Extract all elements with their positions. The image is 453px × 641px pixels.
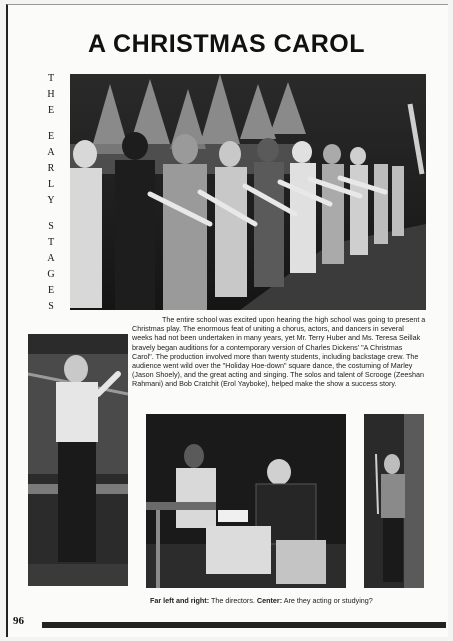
photo-chorus-line [70,74,426,310]
photo-caption [150,596,420,605]
photo-center-study [146,414,346,588]
vertical-letter: E [47,105,55,116]
vertical-letter: A [47,253,55,264]
page-number: 96 [10,615,27,627]
caption-lead-text: The directors. [209,596,257,605]
vertical-letter: S [48,301,54,312]
vertical-letter: L [47,179,55,190]
vertical-letter: T [47,73,55,84]
article-body: The entire school was excited upon hearing the high school was going to present a Christmas play. The enormous feat of uniting a chorus, actors, and dancers in several weeks had not been undertaken in many years, yet Mr. Terry Huber and Ms. Teresa Seillak bravely began auditions for a contemporary version of Charles Dickens' "A Christmas Carol". The production involved more than twenty students, including backstage crew. The audience went wild over the "Holiday Hoe-down" square dance, the costuming of Marley (Jason Shoely), and the great acting and singing. The solos and talent of Scrooge (Zeeshan Rahmani) and Bob Cratchit (Erol Yayboke), helped make the show a success story. [132,315,426,389]
caption-lead: Far left and right: [150,596,210,605]
photo-director-left [28,334,128,586]
page-title: A CHRISTMAS CAROL [87,30,365,58]
vertical-letter: S [48,221,54,232]
vertical-letter: E [47,285,55,296]
vertical-letter: H [47,89,55,100]
caption-center-text: Are they acting or studying? [282,596,373,605]
vertical-letter: R [47,163,55,174]
vertical-letter: T [47,237,55,248]
vertical-heading [40,74,62,318]
vertical-letter: G [47,269,55,280]
vertical-letter: A [47,147,55,158]
bottom-rule [42,622,446,628]
vertical-letter: Y [47,195,55,206]
vertical-letter: E [47,131,55,142]
photo-director-right [364,414,424,588]
caption-center: Center: [256,596,283,605]
